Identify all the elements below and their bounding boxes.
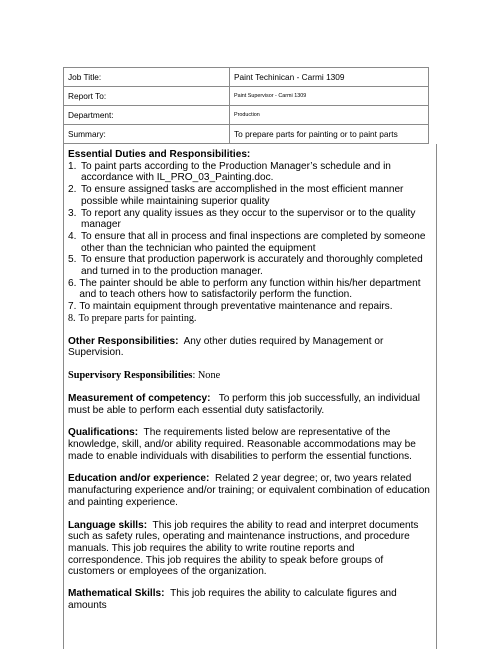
table-row bbox=[64, 87, 429, 106]
table-row bbox=[64, 125, 429, 144]
education-text: Related 2 year degree; or, two years related manufacturing experience and/or training; or equivalent combination of education and painting experience. bbox=[68, 473, 430, 508]
report-to-value: Paint Supervisor - Carmi 1309 bbox=[230, 87, 429, 106]
report-to-label: Report To: bbox=[64, 87, 230, 106]
summary-value: To prepare parts for painting or to paint parts bbox=[230, 125, 429, 144]
math-text: This job requires the ability to calculate figures and amounts bbox=[68, 588, 397, 611]
item-number: 5. bbox=[68, 254, 77, 266]
list-item bbox=[68, 254, 432, 277]
other-responsibilities-heading: Other Responsibilities: bbox=[68, 335, 179, 347]
table-row bbox=[64, 68, 429, 87]
supervisory-text: : None bbox=[192, 369, 221, 381]
language-section bbox=[68, 520, 432, 579]
list-item bbox=[68, 231, 432, 254]
item-text: To prepare parts for painting. bbox=[78, 312, 197, 324]
list-item bbox=[68, 301, 432, 313]
item-number: 6. bbox=[68, 277, 77, 289]
competency-section bbox=[68, 393, 432, 416]
competency-text: To perform this job successfully, an individual must be able to perform each essential duty satisfactorily. bbox=[68, 392, 420, 416]
job-header-table bbox=[63, 67, 429, 144]
list-item bbox=[68, 161, 432, 184]
job-title-value: Paint Techinican - Carmi 1309 bbox=[230, 68, 429, 87]
department-value: Production bbox=[230, 106, 429, 125]
document-page bbox=[63, 67, 430, 627]
item-text: To ensure that production paperwork is accurately and thoroughly completed and turned in to the production manager. bbox=[81, 254, 423, 278]
list-item bbox=[68, 278, 432, 301]
other-responsibilities bbox=[68, 336, 432, 359]
item-number: 7. bbox=[68, 301, 77, 313]
item-text: To ensure assigned tasks are accomplished in the most efficient manner possible while maintaining superior quality bbox=[81, 184, 404, 207]
item-text: To maintain equipment through preventative maintenance and repairs. bbox=[79, 301, 393, 313]
list-item bbox=[68, 184, 432, 207]
table-row bbox=[64, 106, 429, 125]
math-section bbox=[68, 588, 432, 611]
supervisory-heading: Supervisory Responsibilities bbox=[68, 369, 193, 381]
item-number: 2. bbox=[68, 184, 77, 196]
item-text: To ensure that all in process and final inspections are completed by someone other than the technician who painted the equipment bbox=[81, 230, 426, 254]
item-text: To report any quality issues as they occur to the supervisor or to the quality manager bbox=[81, 207, 416, 231]
summary-label: Summary: bbox=[64, 125, 230, 144]
item-number: 8. bbox=[68, 312, 76, 324]
item-number: 1. bbox=[68, 160, 77, 172]
math-heading: Mathematical Skills: bbox=[68, 588, 165, 600]
qualifications-text: The requirements listed below are representative of the knowledge, skill, and/or ability required. Reasonable accommodations may be made to enable individuals with disabilities to perform the essential functions. bbox=[68, 427, 416, 462]
competency-heading: Measurement of competency: bbox=[68, 392, 211, 404]
language-text: This job requires the ability to read and interpret documents such as safety rules, operating and maintenance instructions, and procedure manuals. This job requires the ability to write routine reports and correspondence. This job requires the ability to speak before groups of customers or employees of the organization. bbox=[68, 519, 419, 578]
item-number: 3. bbox=[68, 207, 77, 219]
language-heading: Language skills: bbox=[68, 519, 148, 531]
job-title-label: Job Title: bbox=[64, 68, 230, 87]
essential-duties-heading: Essential Duties and Responsibilities: bbox=[68, 149, 251, 160]
education-section bbox=[68, 473, 432, 508]
other-responsibilities-text: Any other duties required by Management or Supervision. bbox=[68, 335, 384, 359]
qualifications-section bbox=[68, 427, 432, 462]
supervisory-responsibilities bbox=[68, 370, 432, 382]
essential-duties-list bbox=[68, 161, 432, 325]
education-heading: Education and/or experience: bbox=[68, 473, 210, 485]
list-item bbox=[68, 313, 432, 325]
item-text: The painter should be able to perform any function within his/her department and to teach others how to satisfactorily perform the function. bbox=[79, 277, 421, 301]
qualifications-heading: Qualifications: bbox=[68, 427, 139, 439]
item-number: 4. bbox=[68, 230, 77, 242]
list-item bbox=[68, 208, 432, 231]
document-body bbox=[63, 144, 437, 649]
department-label: Department: bbox=[64, 106, 230, 125]
item-text: To paint parts according to the Production Manager’s schedule and in accordance with IL_PRO_03_Painting.doc. bbox=[81, 160, 391, 184]
